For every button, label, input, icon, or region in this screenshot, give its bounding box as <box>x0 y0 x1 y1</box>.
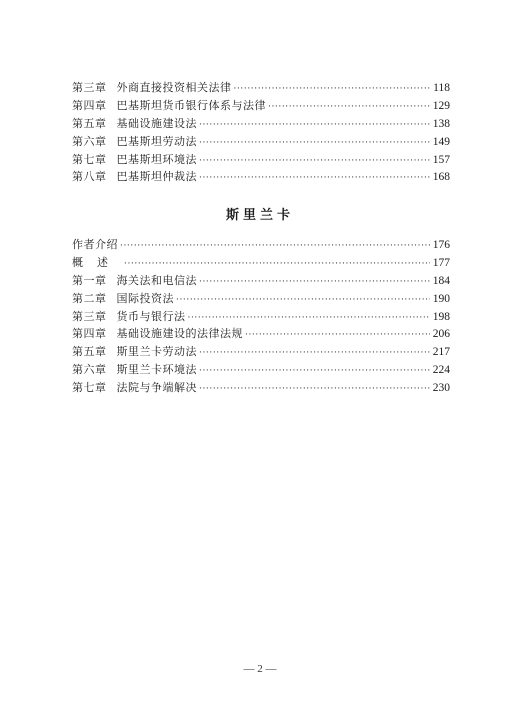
toc-dot-leader <box>199 170 430 188</box>
toc-dot-leader <box>176 292 430 310</box>
toc-chapter-label: 第七章 <box>72 152 107 166</box>
toc-chapter-label: 第六章 <box>72 134 107 148</box>
toc-dot-leader <box>245 327 430 345</box>
toc-entry[interactable] <box>72 254 450 272</box>
toc-page-number: 168 <box>432 171 450 184</box>
toc-entry-title: 巴基斯坦劳动法 <box>116 134 197 148</box>
toc-entry[interactable] <box>72 115 450 133</box>
toc-entry-title: 斯里兰卡劳动法 <box>116 345 197 359</box>
toc-page-number: 224 <box>432 364 450 377</box>
toc-dot-leader <box>199 274 430 292</box>
toc-page-number: 157 <box>432 153 450 166</box>
toc-entry-title: 作者介绍 <box>72 238 118 251</box>
toc-dot-leader <box>199 345 430 363</box>
toc-entry-title: 巴基斯坦货币银行体系与法律 <box>116 98 266 112</box>
toc-entry-title: 巴基斯坦环境法 <box>116 152 197 166</box>
toc-entry-title: 斯里兰卡环境法 <box>116 363 197 377</box>
toc-page-number: 206 <box>432 328 450 341</box>
toc-chapter-label: 第五章 <box>72 345 107 359</box>
toc-dot-leader <box>199 153 430 171</box>
toc-dot-leader <box>199 117 430 135</box>
toc-dot-leader <box>268 99 430 117</box>
toc-entry-title: 法院与争端解决 <box>116 381 197 395</box>
toc-page-number: 198 <box>432 310 450 323</box>
toc-entry-title: 海关法和电信法 <box>116 273 197 287</box>
toc-page-number: 217 <box>432 346 450 359</box>
toc-chapter-label: 第五章 <box>72 116 107 130</box>
toc-page-number: 190 <box>432 292 450 305</box>
toc-dot-leader <box>120 238 430 256</box>
toc-entry[interactable] <box>72 343 450 361</box>
toc-entry[interactable] <box>72 168 450 186</box>
toc-entry-title: 国际投资法 <box>116 291 174 305</box>
toc-entry[interactable] <box>72 308 450 326</box>
toc-chapter-label: 第三章 <box>72 309 107 323</box>
toc-entry-title: 概述 <box>72 255 122 269</box>
toc-entry-title: 外商直接投资相关法律 <box>116 81 232 94</box>
toc-entry[interactable] <box>72 325 450 343</box>
toc-chapter-label: 第七章 <box>72 381 107 395</box>
toc-list-sri-lanka <box>72 236 450 397</box>
toc-entry[interactable] <box>72 79 450 97</box>
toc-entry[interactable] <box>72 133 450 151</box>
toc-list-pakistan <box>72 79 450 186</box>
toc-page-number: 177 <box>432 256 450 269</box>
toc-entry[interactable] <box>72 272 450 290</box>
toc-chapter-label: 第三章 <box>72 81 107 94</box>
toc-entry[interactable] <box>72 151 450 169</box>
toc-dot-leader <box>199 135 430 153</box>
toc-dot-leader <box>199 363 430 381</box>
toc-entry-title: 货币与银行法 <box>116 309 186 323</box>
section-heading-sri-lanka: 斯里兰卡 <box>225 208 294 223</box>
toc-page-number: 230 <box>432 382 450 395</box>
toc-page-number: 184 <box>432 274 450 287</box>
toc-page-number: 129 <box>432 99 450 112</box>
toc-entry[interactable] <box>72 236 450 254</box>
toc-chapter-label: 第二章 <box>72 291 107 305</box>
toc-dot-leader <box>199 381 430 399</box>
toc-entry[interactable] <box>72 290 450 308</box>
toc-page-number: 176 <box>432 239 450 251</box>
toc-chapter-label: 第四章 <box>72 327 107 341</box>
toc-entry[interactable] <box>72 361 450 379</box>
toc-page-number: 149 <box>432 135 450 148</box>
toc-chapter-label: 第八章 <box>72 170 107 184</box>
toc-page-number: 138 <box>432 117 450 130</box>
toc-page-number: 118 <box>433 82 450 94</box>
toc-chapter-label: 第一章 <box>72 273 107 287</box>
toc-entry[interactable] <box>72 379 450 397</box>
toc-entry-title: 基础设施建设法 <box>116 116 197 130</box>
toc-chapter-label: 第四章 <box>72 98 107 112</box>
toc-chapter-label: 第六章 <box>72 363 107 377</box>
toc-entry-title: 巴基斯坦仲裁法 <box>116 170 197 184</box>
toc-entry-title: 基础设施建设的法律法规 <box>116 327 243 341</box>
toc-entry[interactable] <box>72 97 450 115</box>
page-number: — 2 — <box>243 663 277 675</box>
